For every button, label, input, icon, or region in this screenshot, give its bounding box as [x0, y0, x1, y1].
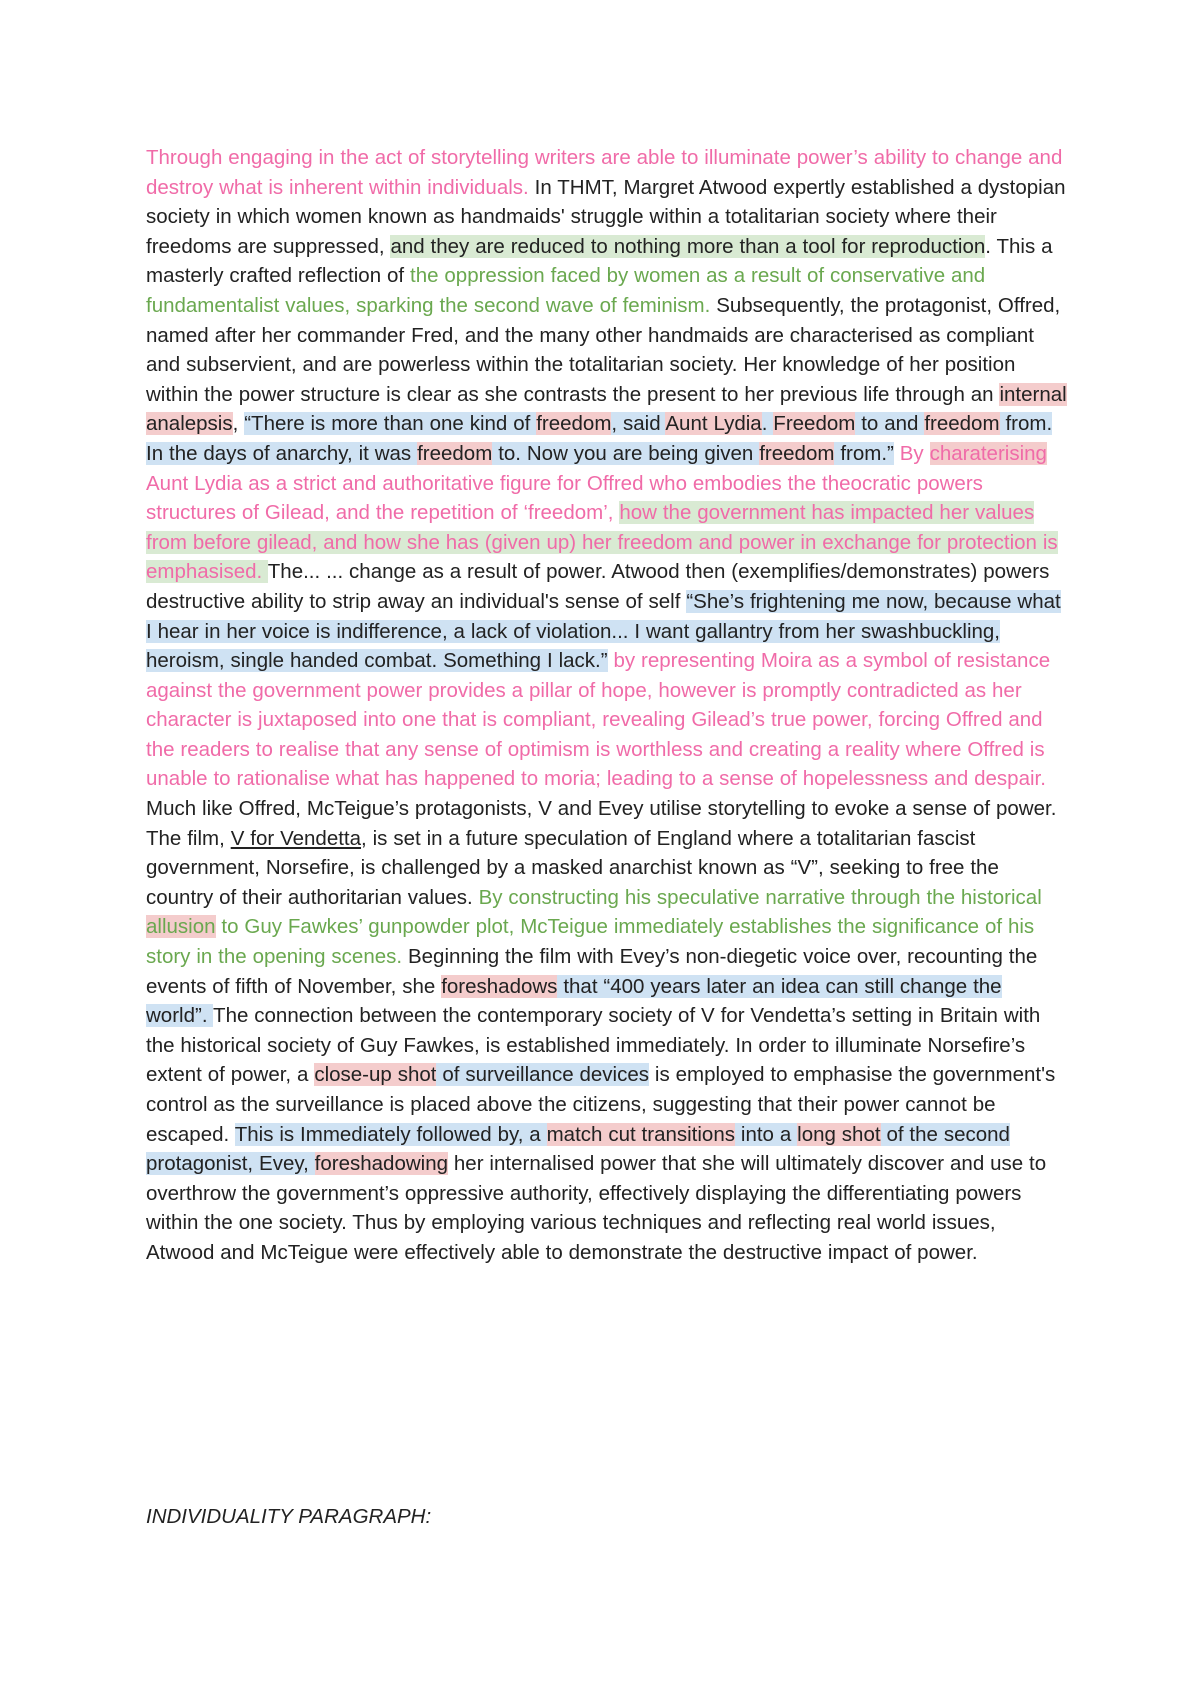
text-segment: Much like Offred, McTeigue’s protagonists, V and Evey utilise storytelling to evoke a sense of power. The film, [146, 797, 1057, 850]
text-segment: from.” [834, 441, 894, 465]
text-segment: Aunt Lydia as a strict and authoritative figure for Offred who embodies the theocratic powers structures of Gilead, and the repetition of ‘freedom’, [146, 471, 983, 525]
text-segment: , said [611, 412, 666, 436]
text-segment: This is Immediately followed by, a [234, 1122, 547, 1146]
text-segment: freedom [536, 412, 612, 436]
text-segment: By [893, 441, 930, 465]
text-segment: by representing Moira as a symbol of resistance against the government power provides a pillar of hope, however is promptly contradicted as her character is juxtaposed into one that is compliant, revealing Gilead’s true power, forcing Offred and the readers to realise that any sense of optimism is worthless and creating a reality where Offred is unable to rationalise what has happened to moria; leading to a sense of hopelessness and despair. [146, 649, 1051, 791]
text-segment: , is set in a future speculation of England where a totalitarian fascist government, Norsefire, is challenged by a masked anarchist known as “V”, seeking to free the country of their authoritarian values. [146, 826, 999, 909]
text-segment: to and [855, 412, 925, 436]
text-segment: allusion [146, 915, 216, 939]
text-segment: to. Now you are being given [492, 441, 760, 465]
text-segment: of surveillance devices [436, 1063, 650, 1087]
text-segment: Through engaging in the act of storytelling writers are able to illuminate power’s ability to change and destroy what is inherent within individuals. [146, 146, 1063, 199]
text-segment: . [761, 412, 774, 436]
text-segment: is employed to emphasise the government's control as the surveillance is placed above the citizens, suggesting that their power cannot be escaped. [146, 1063, 1056, 1146]
essay-paragraph [146, 143, 1068, 1268]
text-segment: By constructing his speculative narrative through the historical [478, 885, 1042, 909]
text-segment: freedom [417, 441, 493, 465]
text-segment: In THMT, Margret Atwood expertly established a dystopian society in which women known as handmaids' struggle within a totalitarian society where their freedoms are suppressed, [146, 175, 1066, 258]
text-segment: and they are reduced to nothing more than a tool for reproduction [390, 234, 986, 258]
text-segment: that “400 years later an idea can still change the world”. [146, 974, 1002, 1028]
text-segment: how the government has impacted her values from before gilead, and how she has (given up) her freedom and power in exchange for protection is emphasised. [146, 501, 1058, 584]
text-segment: her internalised power that she will ultimately discover and use to overthrow the government’s oppressive authority, effectively displaying the differentiating powers within the one society. Thus by employing various techniques and reflecting real world issues, Atwood and McTeigue were effectively able to demonstrate the destructive impact of power. [146, 1152, 1047, 1264]
text-segment: freedom [924, 412, 1000, 436]
text-segment: . This a masterly crafted reflection of [146, 234, 1053, 288]
text-segment: V for Vendetta [230, 826, 362, 850]
text-segment: Freedom [773, 412, 856, 436]
text-segment: long shot [797, 1122, 881, 1146]
text-segment: internal analepsis [146, 382, 1067, 436]
text-segment: into a [735, 1122, 798, 1146]
text-segment: the oppression faced by women as a result of conservative and fundamentalist values, sparking the second wave of feminism. [146, 264, 986, 317]
text-segment: “There is more than one kind of [244, 412, 537, 436]
text-segment: foreshadows [441, 974, 558, 998]
text-segment: from. In the days of anarchy, it was [146, 412, 1053, 465]
text-segment: Subsequently, the protagonist, Offred, named after her commander Fred, and the many other handmaids are characterised as compliant and subservient, and are powerless within the totalitarian society. Her knowledge of her position within the power structure is clear as she contrasts the present to her previous life through an [146, 293, 1061, 406]
text-segment: foreshadowing [314, 1152, 449, 1176]
text-segment: to Guy Fawkes’ gunpowder plot, McTeigue immediately establishes the significance of his story in the opening scenes. [146, 915, 1035, 969]
text-segment: Beginning the film with Evey’s non-diegetic voice over, recounting the events of fifth of November, she [146, 945, 1038, 998]
text-segment: match cut transitions [546, 1122, 735, 1146]
text-segment: charaterising [929, 441, 1047, 465]
text-segment: “She’s frightening me now, because what I hear in her voice is indifference, a lack of violation... I want gallantry from her swashbuckling, heroism, single handed combat. Something I lack.” [146, 589, 1061, 673]
text-segment: Aunt Lydia [665, 412, 762, 436]
individuality-heading: INDIVIDUALITY PARAGRAPH: [146, 1505, 432, 1528]
text-segment: close-up shot [314, 1063, 437, 1087]
text-segment: The connection between the contemporary society of V for Vendetta’s setting in Britain with the historical society of Guy Fawkes, is established immediately. In order to illuminate Norsefire’s extent of power, a [146, 1004, 1041, 1087]
text-segment: freedom [759, 441, 835, 465]
text-segment: , [232, 412, 245, 436]
text-segment: The... ... change as a result of power. Atwood then (exemplifies/demonstrates) powers destructive ability to strip away an individual's sense of self [146, 560, 1050, 613]
text-segment: of the second protagonist, Evey, [146, 1122, 1010, 1176]
